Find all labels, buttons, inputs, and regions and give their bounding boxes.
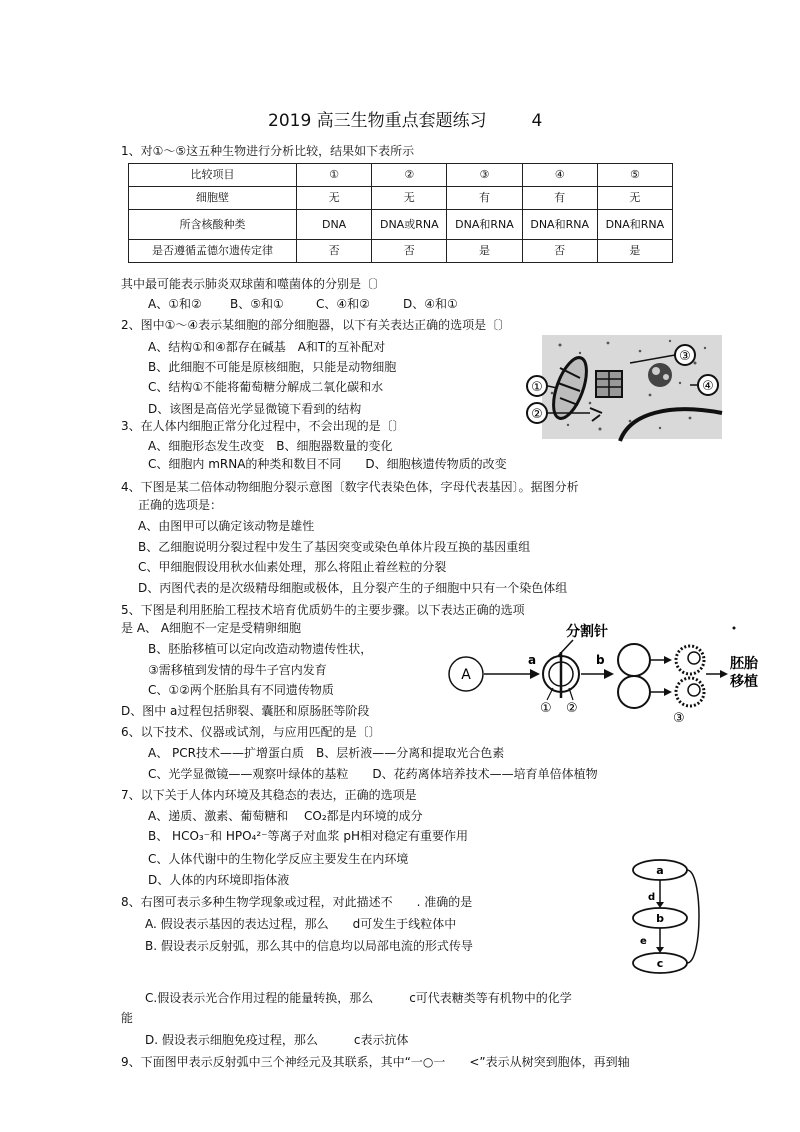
table-cell: 否 (522, 240, 597, 263)
q4-option-c: C、甲细胞假设用秋水仙素处理，那么将阻止着丝粒的分裂 (138, 560, 447, 574)
flow-node-b: b (656, 912, 664, 925)
table-header-row (129, 164, 673, 187)
arrow-b-label: b (596, 653, 605, 667)
q1-option-c: C、④和② (316, 297, 370, 311)
table-row (129, 240, 673, 263)
flow-figure (628, 858, 708, 980)
table-header-cell: 比较项目 (129, 164, 297, 187)
table-cell: 无 (597, 187, 672, 210)
q9-stem: 9、下面图甲表示反射弧中三个神经元及其联系，其中“一○一 <”表示从树突到胞体，再到轴 (121, 1055, 630, 1069)
q5-stem-2: 是 A、 A细胞不一定是受精卵细胞 (121, 621, 302, 635)
embryo-num-1: ① (540, 701, 552, 716)
table-cell: DNA和RNA (447, 210, 522, 240)
q1-option-a: A、①和② (148, 297, 202, 311)
title-text: 2019 高三生物重点套题练习 (268, 111, 487, 131)
q7-option-c: C、人体代谢中的生物化学反应主要发生在内环境 (148, 852, 409, 866)
table-cell: 有 (522, 187, 597, 210)
q4-stem: 4、下图是某二倍体动物细胞分裂示意图〔数字代表染色体，字母代表基因〕。据图分析 (121, 480, 579, 494)
q5-option-b-cont: ③需移植到发情的母牛子宫内发育 (148, 663, 327, 677)
table-cell: 否 (297, 240, 372, 263)
organelle-figure (520, 333, 735, 441)
table-header-cell: ③ (447, 164, 522, 187)
table-cell: 所含核酸种类 (129, 210, 297, 240)
q5-option-c: C、①②两个胚胎具有不同遗传物质 (148, 683, 334, 697)
organelle-label-2: ② (531, 407, 543, 422)
table-cell: DNA和RNA (597, 210, 672, 240)
q8-stem: 8、右图可表示多种生物学现象或过程，对此描述不 . 准确的是 (121, 895, 473, 909)
q6-stem: 6、以下技术、仪器或试剂，与应用匹配的是〔〕 (121, 725, 381, 739)
q2-option-d: D、该图是高倍光学显微镜下看到的结构 (148, 402, 362, 416)
q7-option-a: A、递质、激素、葡萄糖和 CO₂都是内环境的成分 (148, 809, 423, 823)
q4-option-d: D、丙图代表的是次级精母细胞或极体，且分裂产生的子细胞中只有一个染色体组 (138, 581, 568, 595)
title-number: 4 (531, 111, 543, 131)
q2-stem: 2、图中①～④表示某细胞的部分细胞器，以下有关表达正确的选项是〔〕 (121, 318, 511, 332)
table-cell: DNA和RNA (522, 210, 597, 240)
q1-follow: 其中最可能表示肺炎双球菌和噬菌体的分别是〔〕 (121, 277, 386, 291)
flow-edge-d: d (648, 892, 656, 903)
flow-node-c: c (656, 957, 664, 970)
table-cell: 细胞壁 (129, 187, 297, 210)
table-header-cell: ② (372, 164, 447, 187)
q3-option-cd: C、细胞内 mRNA的种类和数目不同 D、细胞核遗传物质的改变 (148, 457, 507, 471)
q2-option-a: A、结构①和④都存在碱基 A和T的互补配对 (148, 340, 386, 354)
table-cell: 否 (372, 240, 447, 263)
q1-option-b: B、⑤和① (230, 297, 284, 311)
q2-option-c: C、结构①不能将葡萄糖分解成二氧化碳和水 (148, 380, 384, 394)
table-cell: 无 (372, 187, 447, 210)
q7-option-b: B、 HCO₃⁻和 HPO₄²⁻等离子对血浆 pH相对稳定有重要作用 (148, 829, 468, 843)
table-cell: 是 (597, 240, 672, 263)
q7-stem: 7、以下关于人体内环境及其稳态的表达，正确的选项是 (121, 788, 417, 802)
q8-option-b: B. 假设表示反射弧，那么其中的信息均以局部电流的形式传导 (145, 939, 473, 953)
organelle-label-1: ① (531, 380, 543, 395)
q1-stem: 1、对①～⑤这五种生物进行分析比较，结果如下表所示 (121, 144, 415, 158)
q3-option-ab: A、细胞形态发生改变 B、细胞器数量的变化 (148, 439, 393, 453)
q4-option-b: B、乙细胞说明分裂过程中发生了基因突变或染色单体片段互换的基因重组 (138, 540, 531, 554)
q8-option-c-cont: 能 (121, 1011, 134, 1025)
table-cell: DNA或RNA (372, 210, 447, 240)
embryo-num-2: ② (566, 701, 578, 716)
q8-option-c: C.假设表示光合作用过程的能量转换，那么 c可代表糖类等有机物中的化学 (145, 991, 572, 1005)
q6-option-ab: A、 PCR技术——扩增蛋白质 B、层析液——分离和提取光合色素 (148, 746, 505, 760)
table-row (129, 187, 673, 210)
flow-edge-e: e (640, 936, 647, 947)
q8-option-d: D. 假设表示细胞免疫过程，那么 c表示抗体 (145, 1033, 409, 1047)
q5-option-b: B、胚胎移植可以定向改造动物遗传性状， (148, 642, 373, 656)
table-header-cell: ⑤ (597, 164, 672, 187)
flow-node-a: a (656, 864, 664, 877)
table-cell: DNA (297, 210, 372, 240)
q7-option-d: D、人体的内环境即指体液 (148, 873, 290, 887)
q2-option-b: B、此细胞不可能是原核细胞，只能是动物细胞 (148, 360, 397, 374)
transplant-label-1: 胚胎 (730, 656, 758, 672)
q4-option-a: A、由图甲可以确定该动物是雄性 (138, 519, 315, 533)
table-cell: 无 (297, 187, 372, 210)
organelle-label-3: ③ (679, 349, 691, 364)
transplant-label-2: 移植 (730, 674, 758, 690)
q3-stem: 3、在人体内细胞正常分化过程中，不会出现的是〔〕 (121, 419, 405, 433)
page-title (268, 110, 542, 132)
needle-label: 分割针 (566, 624, 608, 640)
organelle-label-4: ④ (702, 379, 714, 394)
table-row (129, 210, 673, 240)
table-header-cell: ④ (522, 164, 597, 187)
comparison-table (128, 163, 673, 263)
table-cell: 是否遵循孟德尔遗传定律 (129, 240, 297, 263)
table-cell: 是 (447, 240, 522, 263)
embryo-num-3: ③ (673, 711, 685, 726)
cell-a-label: A (461, 667, 471, 683)
q1-option-d: D、④和① (403, 297, 458, 311)
q5-stem: 5、下图是利用胚胎工程技术培育优质奶牛的主要步骤。以下表达正确的选项 (121, 603, 525, 617)
q4-stem-2: 正确的选项是： (138, 498, 223, 512)
table-cell: 有 (447, 187, 522, 210)
q5-option-d: D、图中 a过程包括卵裂、囊胚和原肠胚等阶段 (121, 704, 370, 718)
embryo-figure (448, 622, 758, 726)
q6-option-cd: C、光学显微镜——观察叶绿体的基粒 D、花药离体培养技术——培育单倍体植物 (148, 767, 598, 781)
arrow-a-label: a (528, 653, 537, 667)
q8-option-a: A. 假设表示基因的表达过程，那么 d可发生于线粒体中 (145, 917, 457, 931)
table-header-cell: ① (297, 164, 372, 187)
